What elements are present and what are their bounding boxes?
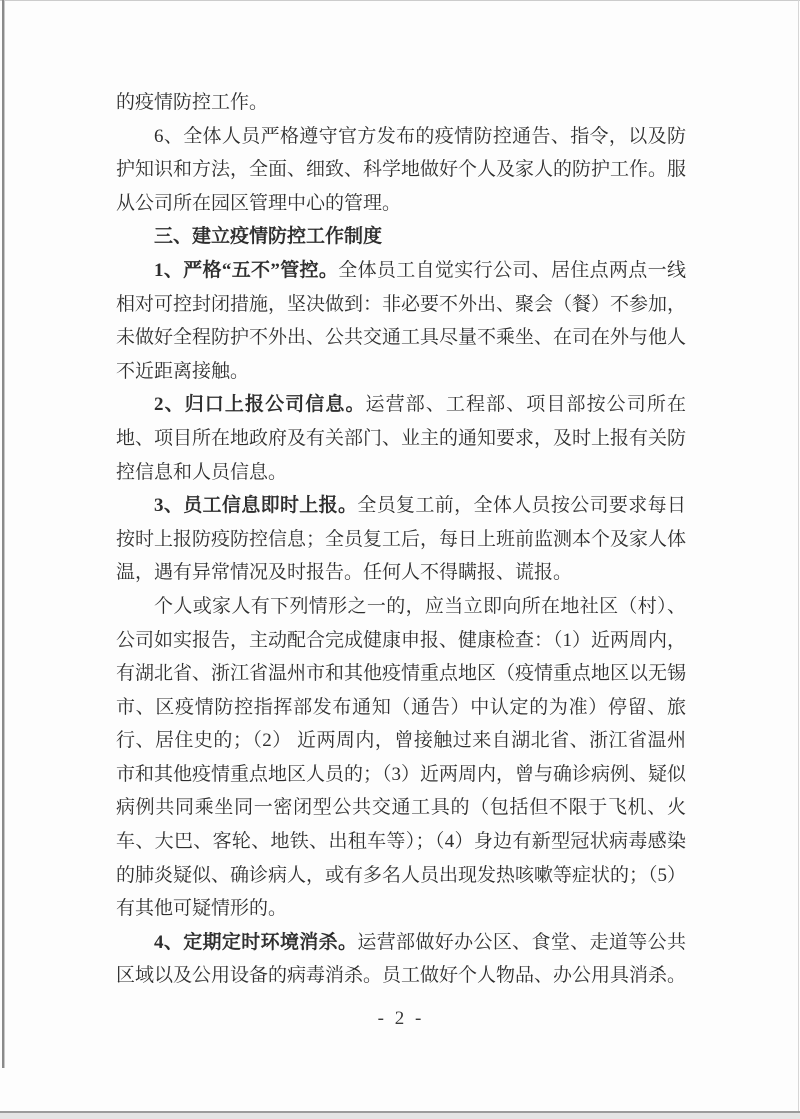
page-number: - 2 - (377, 1008, 425, 1029)
section-heading: 三、建立疫情防控工作制度 (154, 226, 383, 248)
scan-edge-left-soft (4, 0, 5, 1068)
paragraph: 6、全体人员严格遵守官方发布的疫情防控通告、指令，以及防护知识和方法，全面、细致、科学地做好个人及家人的防护工作。服从公司所在园区管理中心的管理。 (116, 125, 687, 214)
paragraph-text: 全体员工自觉实行公司、居住点两点一线相对可控封闭措施，坚决做到：非必要不外出、聚会（餐）不参加，未做好全程防护不外出、公共交通工具尽量不乘坐、在司在外与他人不近距离接触。 (116, 259, 687, 382)
paragraph-lead: 1、严格“五不”管控。 (154, 259, 339, 281)
scan-edge-bottom-band (0, 1113, 800, 1119)
paragraph-text: 全员复工前，全体人员按公司要求每日按时上报防疫防控信息；全员复工后，每日上班前监测本个及家人体温，遇有异常情况及时报告。任何人不得瞒报、谎报。 (116, 495, 687, 584)
paragraph: 的疫情防控工作。 (116, 92, 269, 113)
paragraph-lead: 3、员工信息即时上报。 (154, 495, 358, 517)
paragraph (116, 926, 686, 993)
document-body (116, 86, 686, 993)
paragraph (116, 254, 686, 388)
paragraph (116, 388, 686, 489)
paragraph-text: 运营部做好办公区、食堂、走道等公共区域以及公用设备的病毒消杀。员工做好个人物品、办公用具消杀。 (116, 931, 687, 987)
paragraph (116, 489, 686, 590)
paragraph-text: 运营部、工程部、项目部按公司所在地、项目所在地政府及有关部门、业主的通知要求，及时上报有关防控信息和人员信息。 (116, 394, 687, 483)
scan-edge-right (798, 0, 799, 1119)
paragraph-lead: 2、归口上报公司信息。 (154, 394, 366, 416)
paragraph-lead: 4、定期定时环境消杀。 (154, 931, 358, 953)
scan-edge-top (0, 0, 800, 1)
paragraph: 个人或家人有下列情形之一的，应当立即向所在地社区（村）、公司如实报告，主动配合完成健康申报、健康检查：（1）近两周内，有湖北省、浙江省温州市和其他疫情重点地区（疫情重点地区以无锡市、区疫情防控指挥部发布通知（通告）中认定的为准）停留、旅行、居住史的；（2） 近两周内，曾接触过来自湖北省、浙江省温州市和其他疫情重点地区人员的；（3）近两周内，曾与确诊病例、疑似病例共同乘坐同一密闭型公共交通工具的（包括但不限于飞机、火车、大巴、客轮、地铁、出租车等）；（4）身边有新型冠状病毒感染的肺炎疑似、确诊病人，或有多名人员出现发热咳嗽等症状的；（5）有其他可疑情形的。 (116, 595, 687, 920)
